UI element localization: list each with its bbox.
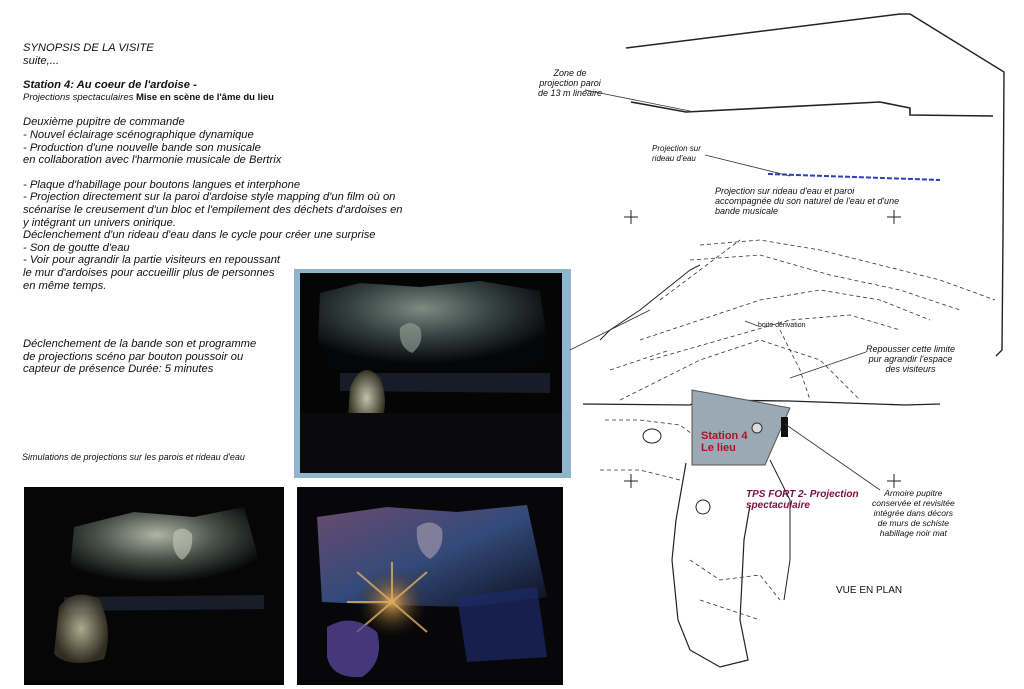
armoire-label-line: de murs de schiste [877, 518, 950, 528]
rideau-label [652, 144, 701, 164]
station-title: Station 4: Au coeur de l'ardoise - [23, 79, 197, 92]
armoire-label-line: conservée et revisitée [872, 498, 955, 508]
zone-label-line: projection paroi [539, 78, 601, 88]
paragraph2-line: Déclenchement d'un rideau d'eau dans le cycle pour créer une surprise [23, 229, 376, 242]
rideau-label-line: Projection sur [652, 144, 701, 153]
tps-label [746, 489, 859, 511]
rideau-desc-line: bande musicale [715, 206, 779, 216]
armoire-label-line: Armoire pupitre [884, 488, 943, 498]
paragraph2-line: y intégrant un univers onirique. [23, 216, 176, 229]
simulation-caption: Simulations de projections sur les parois et rideau d'eau [22, 452, 245, 462]
rideau-desc [715, 186, 899, 216]
station-circle-marker [752, 423, 762, 433]
armoire-label [872, 488, 955, 538]
synopsis-subtitle: suite,... [23, 54, 60, 67]
repousser-label-line: pur agrandir l'espace [868, 354, 953, 364]
armoire-marker [781, 417, 788, 437]
station-label [701, 430, 747, 454]
paragraph1-line: - Nouvel éclairage scénographique dynamique [23, 128, 254, 141]
plan-outer-boundary [626, 14, 1004, 356]
paragraph3-line: Déclenchement de la bande son et programme [23, 338, 257, 350]
tps-label-line: spectaculaire [746, 500, 810, 511]
rideau-line [768, 174, 940, 180]
zone-label-line: de 13 m linéaire [537, 88, 603, 98]
paragraph2-line: - Projection directement sur la paroi d'ardoise style mapping d'un film où on [23, 191, 396, 204]
station-label-line: Le lieu [701, 442, 736, 454]
plan-projection-wall [631, 102, 993, 116]
paragraph3-line: capteur de présence Durée: 5 minutes [23, 363, 214, 376]
paragraph2-line: - Voir pour agrandir la partie visiteurs en repoussant [23, 254, 281, 267]
paragraph1-line: en collaboration avec l'harmonie musicale de Bertrix [23, 154, 282, 167]
paragraph2-line: le mur d'ardoises pour accueillir plus de personnes [23, 266, 275, 279]
repousser-label-line: Repousser cette limite [866, 344, 956, 354]
station-subtitle-plain: Projections spectaculaires [23, 91, 134, 103]
paragraph2-line: en même temps. [23, 279, 107, 292]
paragraph2-line: scénarise le creusement d'un bloc et l'empilement des déchets d'ardoises en [23, 203, 403, 216]
paragraph1-line: Deuxième pupitre de commande [23, 116, 185, 129]
rideau-label-line: rideau d'eau [652, 154, 696, 163]
armoire-label-line: intégrée dans décors [873, 508, 954, 518]
boite-label: boite dérivation [758, 322, 806, 329]
station-label-line: Station 4 [701, 430, 748, 442]
zone-label-line: Zone de [553, 68, 587, 78]
repousser-label [866, 344, 955, 374]
paragraph2-line: - Son de goutte d'eau [23, 241, 130, 254]
armoire-label-line: habillage noir mat [879, 528, 947, 538]
rideau-desc-line: accompagnée du son naturel de l'eau et d'une [715, 196, 900, 206]
rideau-desc-line: Projection sur rideau d'eau et paroi [715, 186, 855, 196]
view-label: VUE EN PLAN [836, 585, 903, 596]
tps-label-line: TPS FORT 2- Projection [746, 489, 859, 500]
paragraph3-line: de projections scéno par bouton poussoir ou [23, 350, 244, 363]
paragraph2-line: - Plaque d'habillage pour boutons langues et interphone [23, 178, 301, 191]
station-subtitle-bold: Mise en scène de l'âme du lieu [136, 91, 274, 103]
synopsis-title: SYNOPSIS DE LA VISITE [23, 42, 154, 54]
zone-label [525, 68, 615, 98]
repousser-label-line: des visiteurs [885, 364, 936, 374]
paragraph1-line: - Production d'une nouvelle bande son musicale [23, 141, 261, 154]
